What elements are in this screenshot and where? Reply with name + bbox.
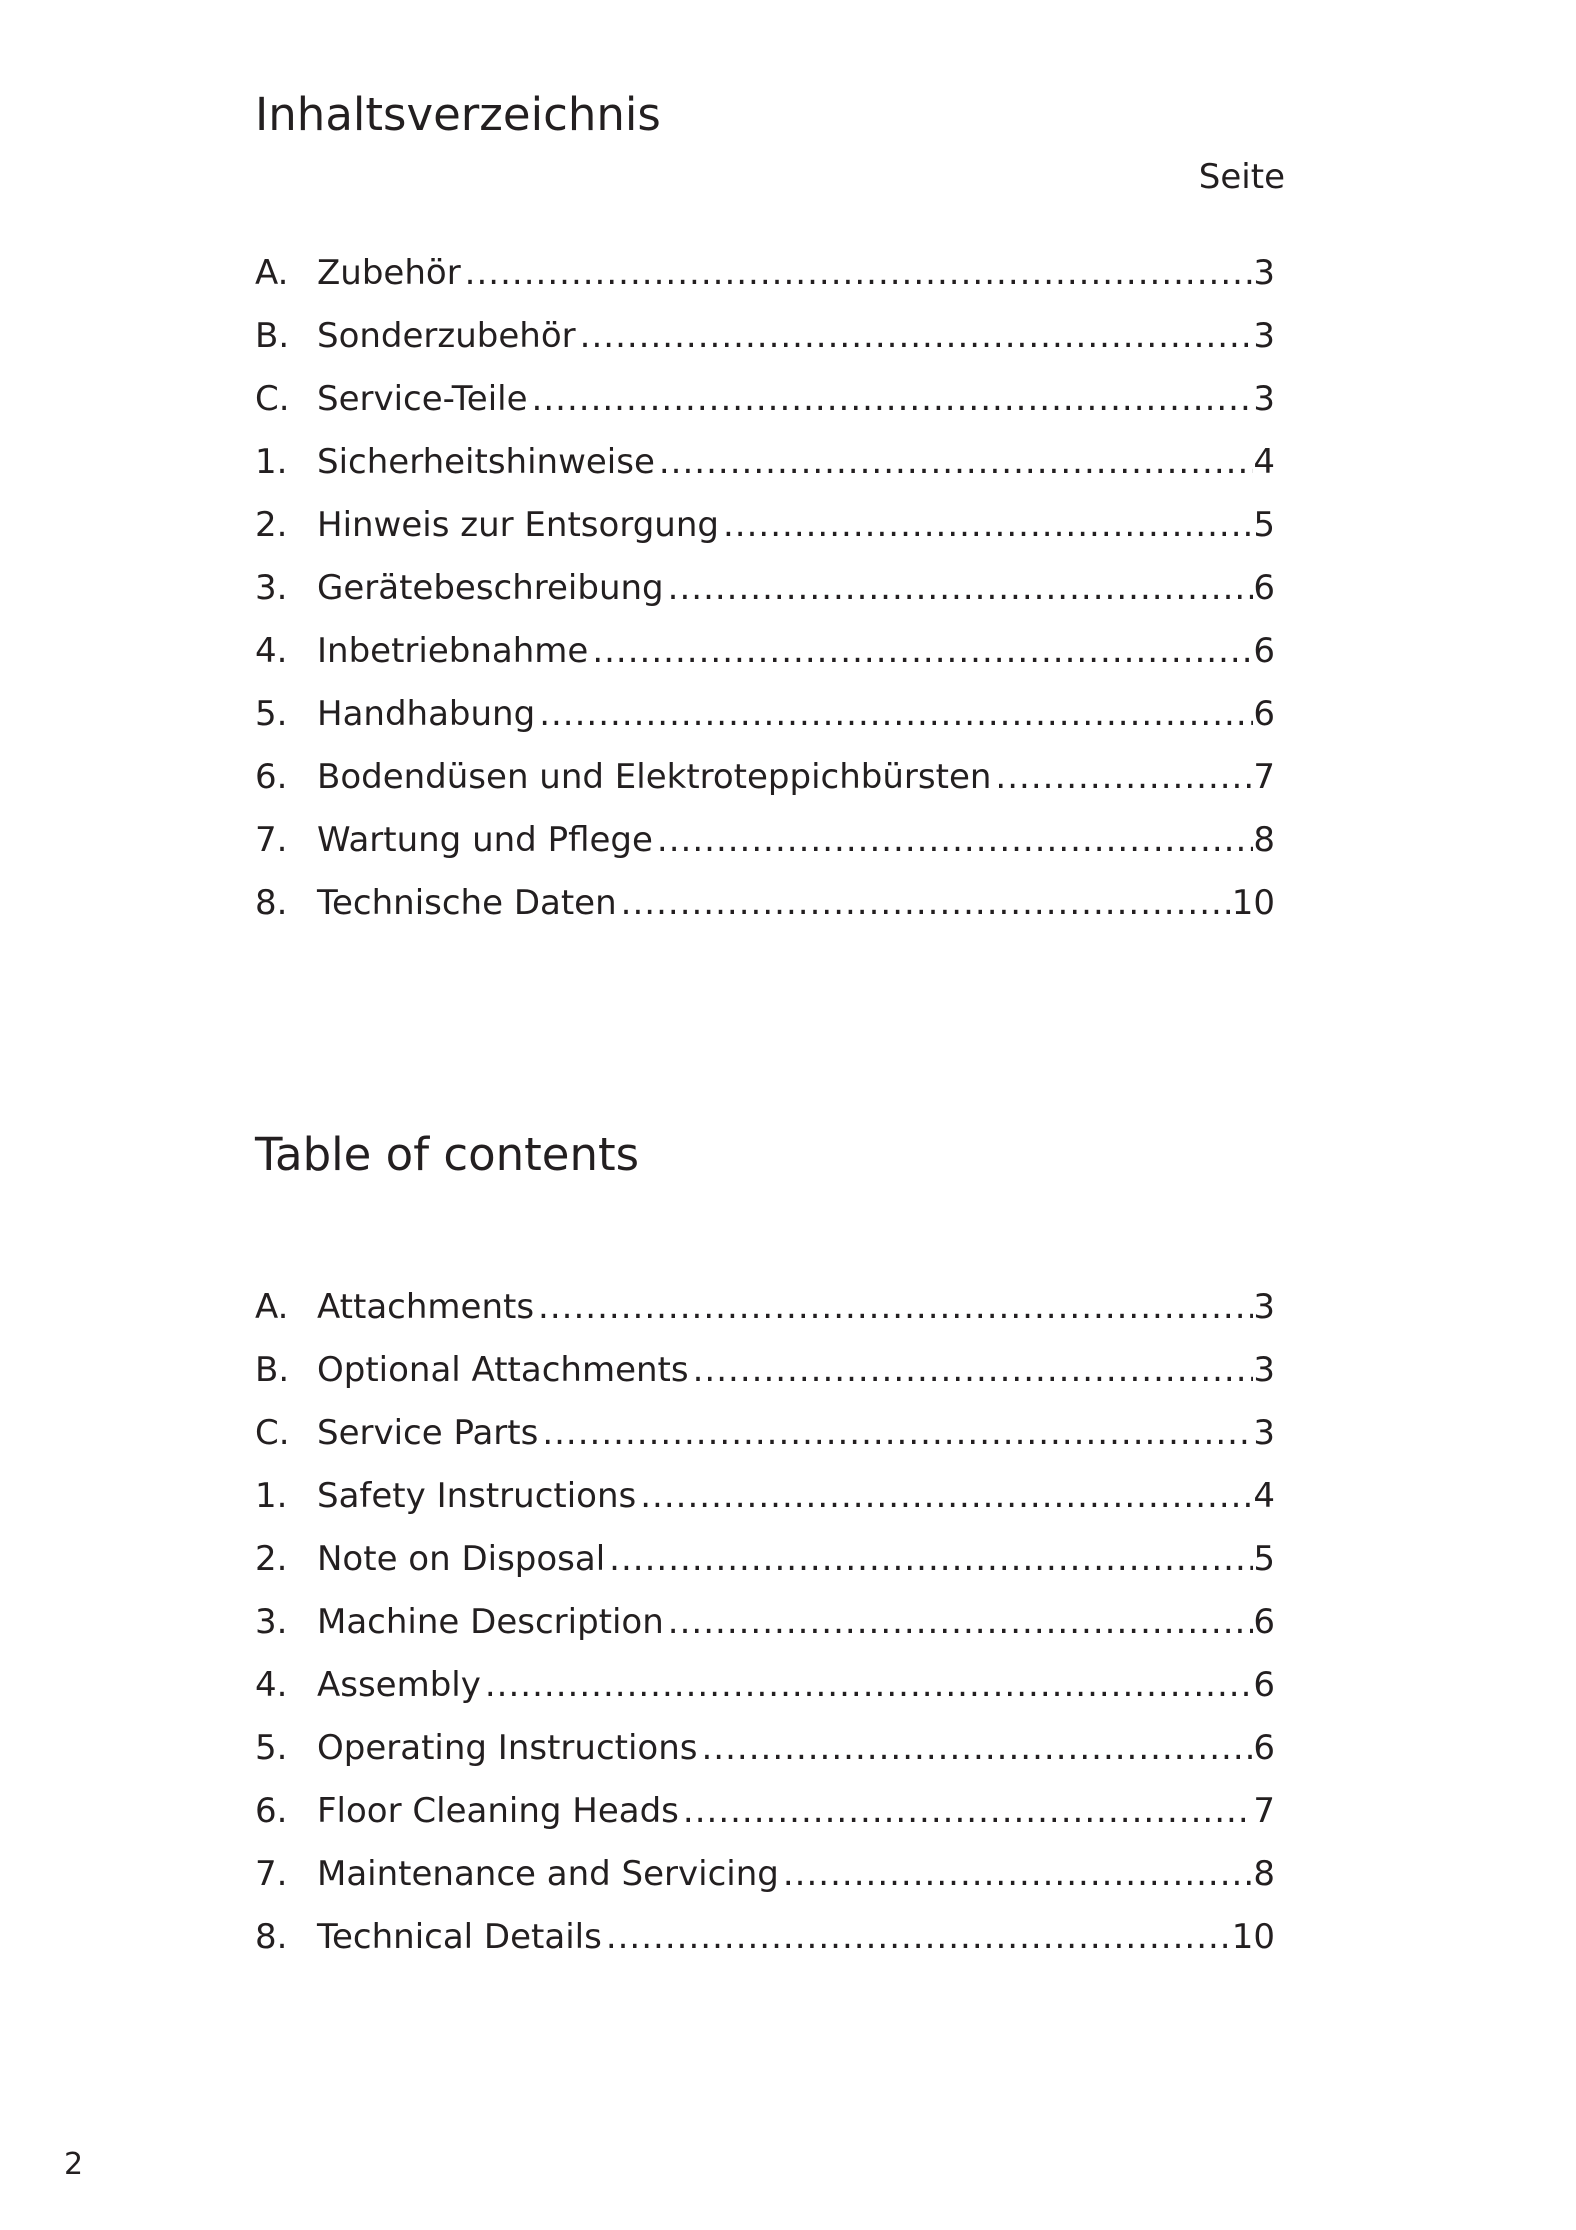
toc-entry[interactable]	[255, 624, 1275, 687]
toc-entry-title: Floor Cleaning Heads	[317, 1791, 679, 1831]
page-number: 2	[64, 2147, 84, 2182]
toc-entry-number: 5.	[255, 694, 288, 734]
toc-entry-number: 7.	[255, 820, 288, 860]
toc-entry-page: 6	[1253, 1665, 1275, 1705]
toc-list-en	[255, 1280, 1275, 1973]
toc-entry[interactable]	[255, 1910, 1275, 1973]
toc-entry-title: Wartung und Pflege	[317, 820, 653, 860]
dot-leader	[723, 498, 1253, 552]
toc-entry[interactable]	[255, 435, 1275, 498]
toc-entry-page: 6	[1253, 568, 1275, 608]
toc-entry[interactable]	[255, 1847, 1275, 1910]
toc-entry-title: Machine Description	[317, 1602, 664, 1642]
toc-entry-number: 4.	[255, 631, 288, 671]
toc-entry[interactable]	[255, 372, 1275, 435]
toc-entry-number: 3.	[255, 1602, 288, 1642]
toc-heading-de: Inhaltsverzeichnis	[255, 88, 661, 141]
toc-entry-page: 6	[1253, 694, 1275, 734]
toc-entry[interactable]	[255, 498, 1275, 561]
dot-leader	[542, 1406, 1253, 1460]
toc-entry-number: 6.	[255, 757, 288, 797]
toc-entry-title: Attachments	[317, 1287, 535, 1327]
toc-entry-number: 8.	[255, 883, 288, 923]
toc-entry-page: 10	[1231, 1917, 1275, 1957]
toc-entry-number: 8.	[255, 1917, 288, 1957]
dot-leader	[640, 1469, 1253, 1523]
toc-entry-title: Safety Instructions	[317, 1476, 637, 1516]
toc-entry-title: Sicherheitshinweise	[317, 442, 655, 482]
toc-entry-number: A.	[255, 253, 289, 293]
dot-leader	[532, 372, 1254, 426]
toc-entry-page: 7	[1253, 1791, 1275, 1831]
toc-entry-title: Maintenance and Servicing	[317, 1854, 779, 1894]
toc-entry-number: 1.	[255, 442, 288, 482]
toc-entry-page: 4	[1253, 1476, 1275, 1516]
toc-entry-title: Gerätebeschreibung	[317, 568, 664, 608]
toc-heading-en: Table of contents	[255, 1128, 640, 1181]
dot-leader	[485, 1658, 1253, 1712]
toc-entry[interactable]	[255, 1343, 1275, 1406]
toc-entry-title: Zubehör	[317, 253, 461, 293]
toc-entry[interactable]	[255, 1784, 1275, 1847]
toc-entry[interactable]	[255, 246, 1275, 309]
toc-entry[interactable]	[255, 561, 1275, 624]
dot-leader	[592, 624, 1253, 678]
toc-entry-title: Optional Attachments	[317, 1350, 689, 1390]
dot-leader	[539, 687, 1253, 741]
dot-leader	[621, 876, 1232, 930]
toc-entry-page: 4	[1253, 442, 1275, 482]
toc-entry[interactable]	[255, 687, 1275, 750]
dot-leader	[683, 1784, 1253, 1838]
toc-entry-page: 5	[1253, 505, 1275, 545]
toc-entry[interactable]	[255, 750, 1275, 813]
toc-entry-number: 7.	[255, 1854, 288, 1894]
toc-entry-title: Bodendüsen und Elektroteppichbürsten	[317, 757, 992, 797]
toc-entry[interactable]	[255, 1469, 1275, 1532]
toc-entry[interactable]	[255, 1280, 1275, 1343]
dot-leader	[995, 750, 1253, 804]
toc-entry[interactable]	[255, 1595, 1275, 1658]
dot-leader	[668, 1595, 1254, 1649]
toc-entry-title: Technische Daten	[317, 883, 617, 923]
toc-entry-page: 3	[1253, 253, 1275, 293]
toc-entry-number: C.	[255, 379, 290, 419]
toc-entry-number: 6.	[255, 1791, 288, 1831]
toc-entry-number: A.	[255, 1287, 289, 1327]
toc-entry-page: 5	[1253, 1539, 1275, 1579]
toc-entry-number: 2.	[255, 505, 288, 545]
toc-entry-number: 1.	[255, 1476, 288, 1516]
toc-entry-title: Technical Details	[317, 1917, 602, 1957]
toc-entry[interactable]	[255, 1721, 1275, 1784]
toc-entry-page: 6	[1253, 631, 1275, 671]
dot-leader	[701, 1721, 1253, 1775]
toc-list-de	[255, 246, 1275, 939]
toc-entry-page: 3	[1253, 316, 1275, 356]
toc-entry-title: Service-Teile	[317, 379, 528, 419]
dot-leader	[693, 1343, 1254, 1397]
toc-entry-title: Operating Instructions	[317, 1728, 698, 1768]
dot-leader	[783, 1847, 1254, 1901]
dot-leader	[668, 561, 1254, 615]
toc-entry-number: B.	[255, 316, 290, 356]
toc-entry-title: Service Parts	[317, 1413, 539, 1453]
toc-entry-page: 3	[1253, 379, 1275, 419]
toc-entry-page: 6	[1253, 1602, 1275, 1642]
toc-entry-page: 3	[1253, 1413, 1275, 1453]
toc-entry-number: 5.	[255, 1728, 288, 1768]
toc-entry[interactable]	[255, 309, 1275, 372]
toc-entry-title: Handhabung	[317, 694, 536, 734]
dot-leader	[465, 246, 1254, 300]
toc-entry[interactable]	[255, 1406, 1275, 1469]
toc-entry[interactable]	[255, 813, 1275, 876]
toc-entry-title: Hinweis zur Entsorgung	[317, 505, 719, 545]
toc-entry-page: 10	[1231, 883, 1275, 923]
toc-entry-page: 6	[1253, 1728, 1275, 1768]
toc-entry[interactable]	[255, 876, 1275, 939]
toc-entry-title: Note on Disposal	[317, 1539, 606, 1579]
dot-leader	[538, 1280, 1253, 1334]
dot-leader	[580, 309, 1254, 363]
toc-entry-page: 7	[1253, 757, 1275, 797]
toc-entry-title: Assembly	[317, 1665, 481, 1705]
toc-entry-number: 2.	[255, 1539, 288, 1579]
dot-leader	[609, 1532, 1253, 1586]
dot-leader	[606, 1910, 1232, 1964]
toc-entry-number: B.	[255, 1350, 290, 1390]
dot-leader	[657, 813, 1253, 867]
dot-leader	[659, 435, 1253, 489]
toc-entry-page: 3	[1253, 1287, 1275, 1327]
toc-entry[interactable]	[255, 1532, 1275, 1595]
toc-entry-number: 4.	[255, 1665, 288, 1705]
page-column-label: Seite	[1198, 157, 1285, 197]
toc-entry-title: Inbetriebnahme	[317, 631, 589, 671]
toc-entry-title: Sonderzubehör	[317, 316, 576, 356]
toc-entry-number: 3.	[255, 568, 288, 608]
toc-entry-number: C.	[255, 1413, 290, 1453]
toc-entry[interactable]	[255, 1658, 1275, 1721]
toc-entry-page: 3	[1253, 1350, 1275, 1390]
toc-entry-page: 8	[1253, 1854, 1275, 1894]
toc-entry-page: 8	[1253, 820, 1275, 860]
